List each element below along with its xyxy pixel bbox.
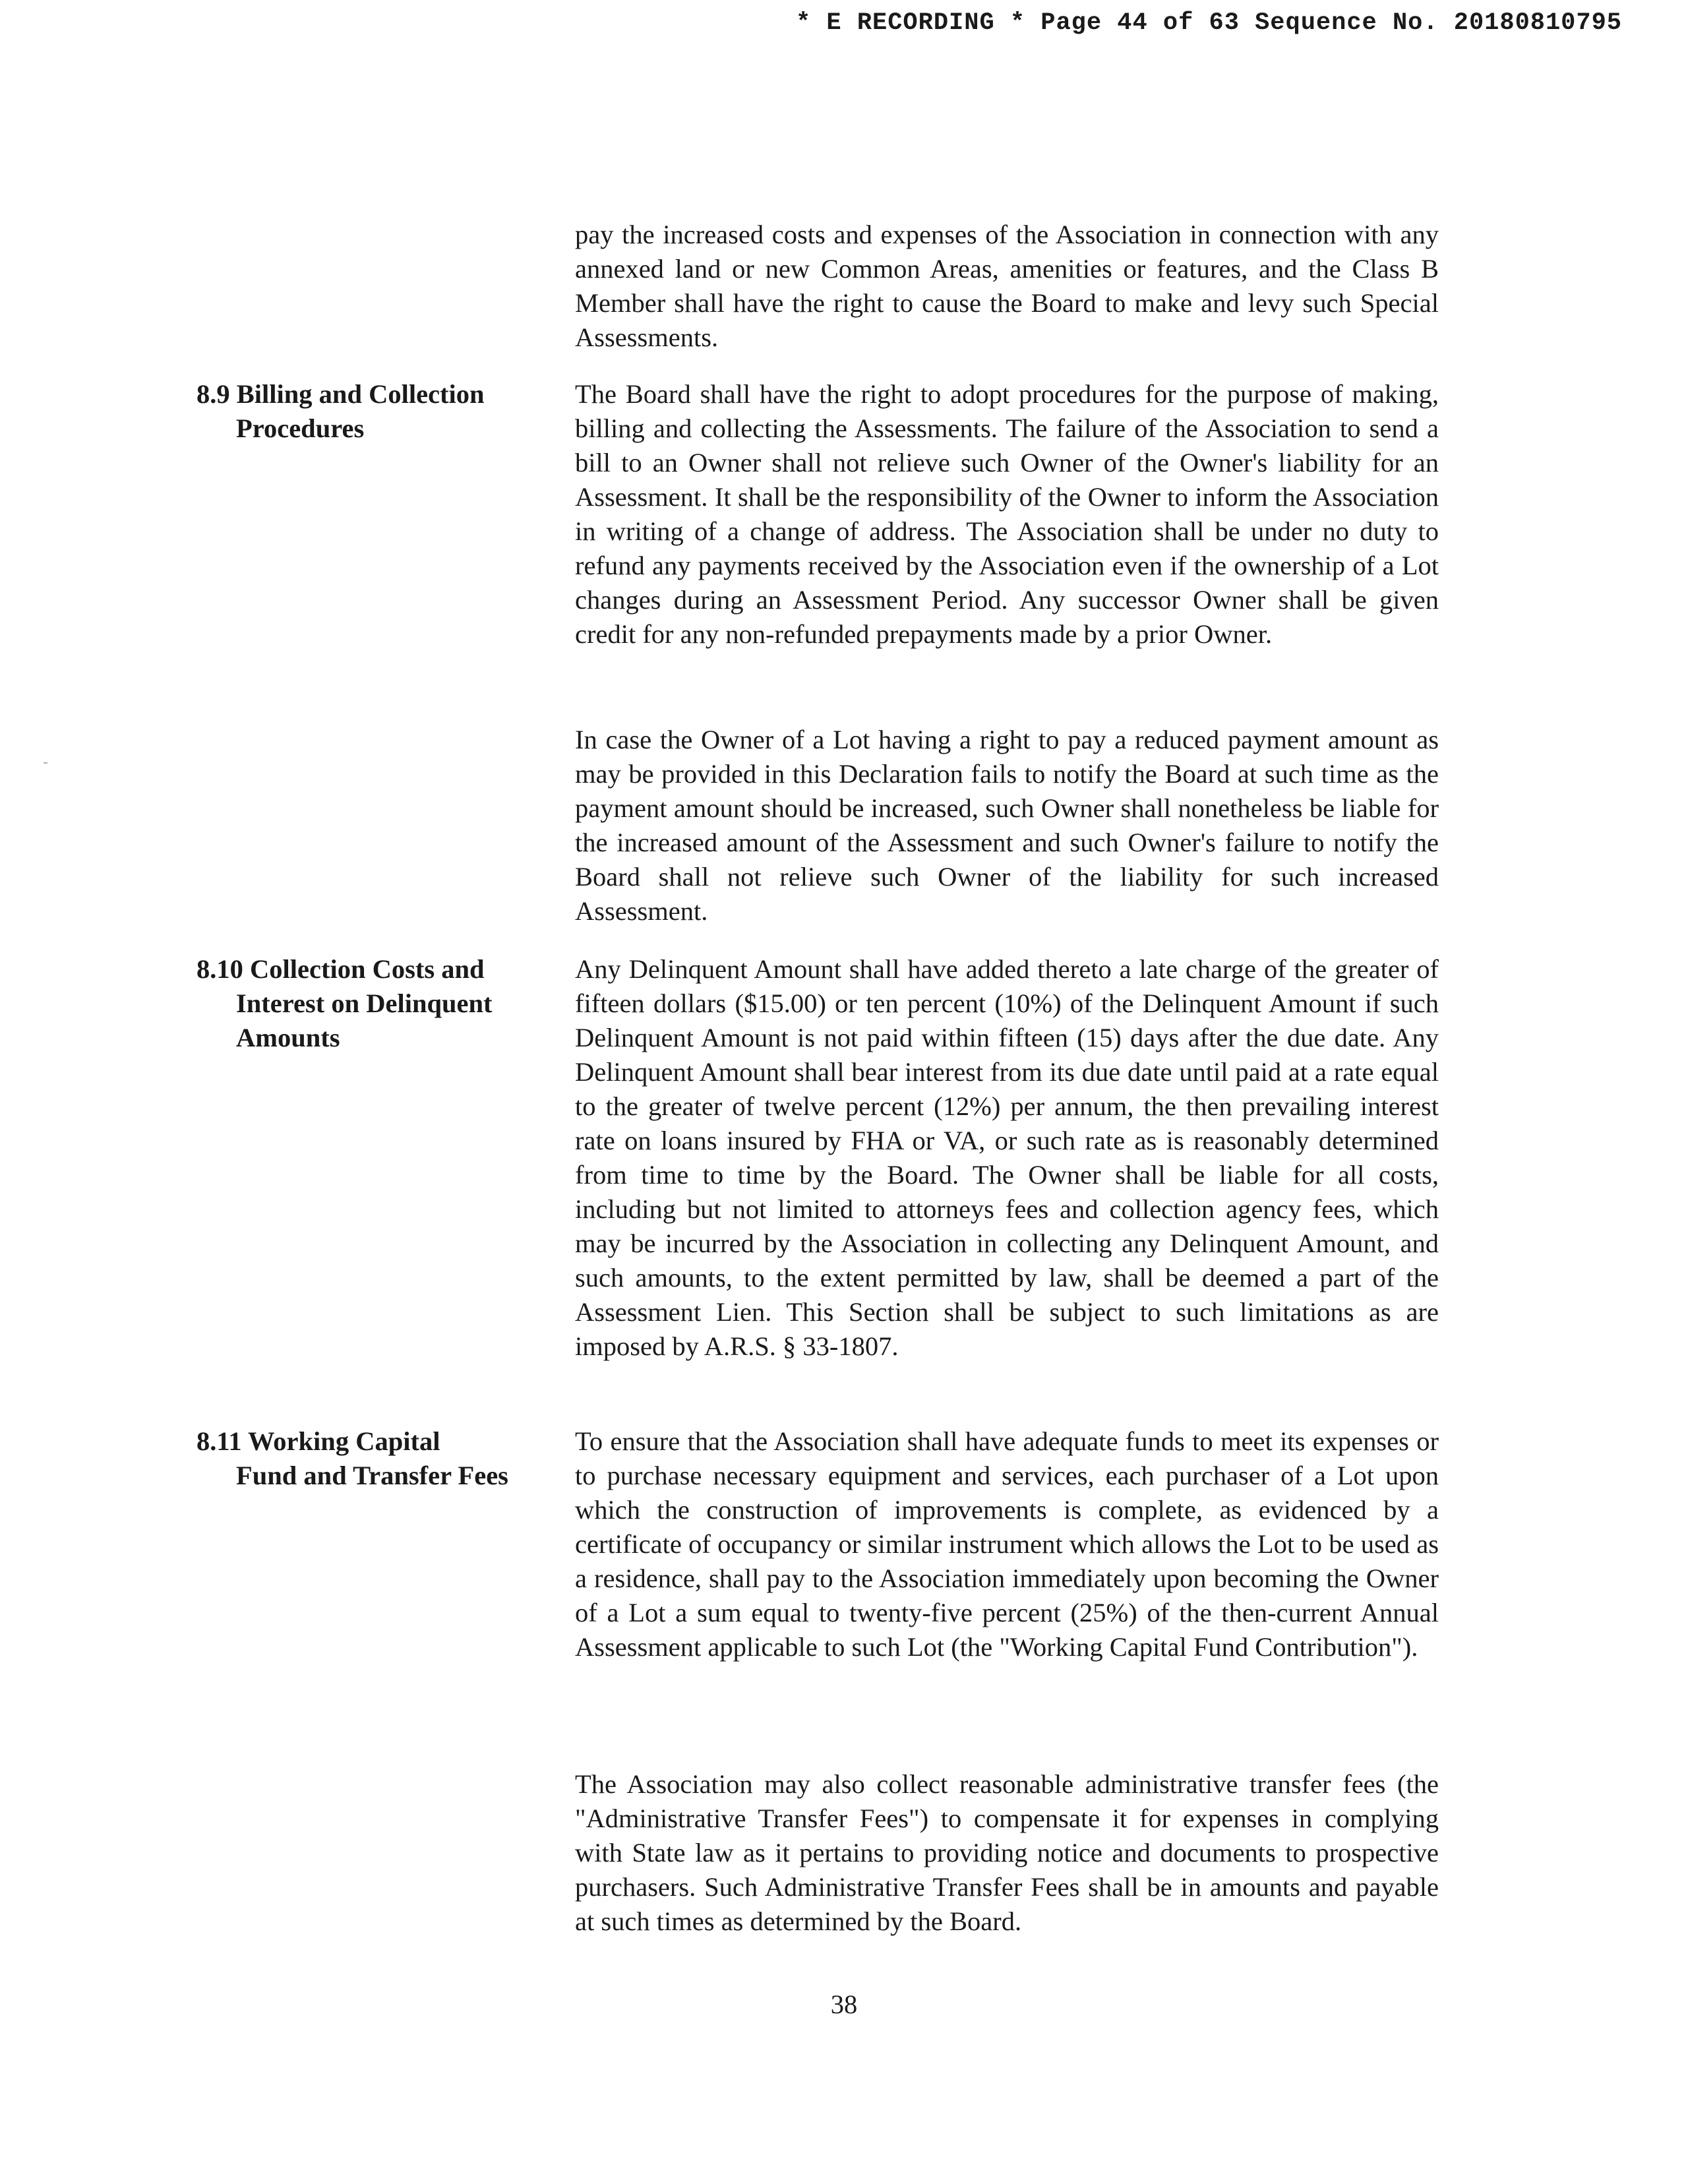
section-heading-line: 8.11 Working Capital — [196, 1426, 440, 1456]
section-heading-line: Fund and Transfer Fees — [236, 1461, 508, 1490]
section-8-11-paragraph-2: The Association may also collect reasonable administrative transfer fees (the "Administrative Transfer Fees") to compensate it for expenses in complying with State law as it pertains to providing notice and documents to prospective purchasers. Such Administrative Transfer Fees shall be in amounts and payable at such times as determined by the Board. — [575, 1769, 1439, 1936]
section-heading-line: Procedures — [236, 413, 365, 443]
section-8-9-heading — [196, 377, 566, 446]
section-8-10-heading — [196, 952, 566, 1055]
section-heading-line: 8.9 Billing and Collection — [196, 379, 485, 409]
section-8-9-paragraph-2: In case the Owner of a Lot having a right to pay a reduced payment amount as may be provided in this Declaration fails to notify the Board at such time as the payment amount should be increased, such Owner shall nonetheless be liable for the increased amount of the Assessment and such Owner's failure to notify the Board shall not relieve such Owner of the liability for such increased Assessment. — [575, 725, 1439, 926]
page-number: 38 — [830, 1989, 858, 2019]
section-heading-line: Amounts — [236, 1023, 340, 1052]
section-8-11-paragraph-1: To ensure that the Association shall have adequate funds to meet its expenses or to purchase necessary equipment and services, each purchaser of a Lot upon which the construction of improvements is complete, as evidenced by a certificate of occupancy or similar instrument which allows the Lot to be used as a residence, shall pay to the Association immediately upon becoming the Owner of a Lot a sum equal to twenty-five percent (25%) of the then-current Annual Assessment applicable to such Lot (the "Working Capital Fund Contribution"). — [575, 1426, 1439, 1662]
section-8-11-heading — [196, 1424, 566, 1493]
section-heading-line: Interest on Delinquent — [236, 988, 493, 1018]
scan-margin-mark — [44, 762, 47, 764]
section-8-9-paragraph-1: The Board shall have the right to adopt procedures for the purpose of making, billing and collecting the Assessments. The failure of the Association to send a bill to an Owner shall not relieve such Owner of the Owner's liability for an Assessment. It shall be the responsibility of the Owner to inform the Association in writing of a change of address. The Association shall be under no duty to refund any payments received by the Association even if the ownership of a Lot changes during an Assessment Period. Any successor Owner shall be given credit for any non-refunded prepayments made by a prior Owner. — [575, 379, 1439, 649]
recording-header: * E RECORDING * Page 44 of 63 Sequence No. 20180810795 — [796, 9, 1622, 37]
continuation-paragraph: pay the increased costs and expenses of the Association in connection with any annexed land or new Common Areas, amenities or features, and the Class B Member shall have the right to cause the Board to make and levy such Special Assessments. — [575, 220, 1439, 352]
section-heading-line: 8.10 Collection Costs and — [196, 954, 485, 984]
section-8-10-paragraph-1: Any Delinquent Amount shall have added thereto a late charge of the greater of fifteen dollars ($15.00) or ten percent (10%) of the Delinquent Amount if such Delinquent Amount is not paid within fifteen (15) days after the due date. Any Delinquent Amount shall bear interest from its due date until paid at a rate equal to the greater of twelve percent (12%) per annum, the then prevailing interest rate on loans insured by FHA or VA, or such rate as is reasonably determined from time to time by the Board. The Owner shall be liable for all costs, including but not limited to attorneys fees and collection agency fees, which may be incurred by the Association in collecting any Delinquent Amount, and such amounts, to the extent permitted by law, shall be deemed a part of the Assessment Lien. This Section shall be subject to such limitations as are imposed by A.R.S. § 33-1807. — [575, 954, 1439, 1361]
